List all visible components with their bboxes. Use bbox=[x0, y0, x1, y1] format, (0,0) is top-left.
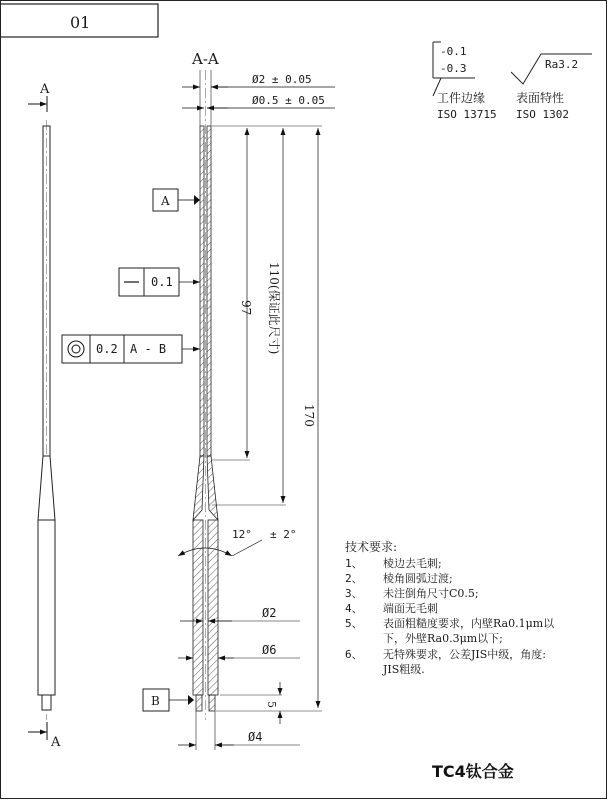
svg-text:A: A bbox=[161, 194, 170, 208]
dim-d4: Ø4 bbox=[248, 730, 263, 744]
datum-a bbox=[153, 189, 200, 211]
material-label: TC4钛合金 bbox=[432, 762, 514, 781]
section-arrow-top-label: A bbox=[40, 82, 50, 97]
svg-text:B: B bbox=[151, 694, 160, 708]
concentricity-value: 0.2 bbox=[96, 342, 118, 356]
surface-standard: ISO 1302 bbox=[516, 108, 569, 121]
dim-taper-tol: ± 2° bbox=[270, 528, 297, 541]
surface-label: 表面特性 bbox=[516, 91, 565, 105]
section-view-label: A-A bbox=[192, 50, 219, 68]
surface-value: Ra3.2 bbox=[545, 58, 579, 71]
note-5-cont: 下，外壁Ra0.3μm以下; bbox=[383, 632, 503, 645]
svg-text:3、: 3、 bbox=[345, 587, 363, 600]
concentricity-tolerance-frame bbox=[62, 335, 200, 363]
note-6-cont: JIS粗级. bbox=[383, 663, 425, 676]
note-1: 棱边去毛刺; bbox=[383, 557, 442, 570]
note-5: 表面粗糙度要求，内壁Ra0.1μm以 bbox=[383, 617, 555, 630]
dim-length-170: 170 bbox=[302, 404, 316, 427]
note-3: 未注倒角尺寸C0.5; bbox=[383, 587, 479, 600]
section-view bbox=[193, 70, 218, 720]
external-view bbox=[28, 82, 61, 750]
svg-text:1、: 1、 bbox=[345, 557, 363, 570]
straightness-value: 0.1 bbox=[151, 275, 173, 289]
edge-standard: ISO 13715 bbox=[437, 108, 497, 121]
note-2: 棱角圆弧过渡; bbox=[383, 572, 453, 585]
drawing-number: 01 bbox=[70, 13, 91, 32]
dim-d-outer-top: Ø0.5 ± 0.05 bbox=[252, 94, 325, 107]
section-arrow-bottom-label: A bbox=[51, 735, 61, 750]
drawing-number-box bbox=[0, 4, 158, 37]
top-diameter-dimensions bbox=[182, 70, 335, 126]
edge-lower: -0.3 bbox=[440, 62, 467, 75]
dim-length-110: 110(保证此尺寸) bbox=[267, 262, 281, 355]
dim-length-97: 97 bbox=[239, 300, 253, 316]
svg-text:2、: 2、 bbox=[345, 572, 363, 585]
note-4: 端面无毛刺 bbox=[383, 602, 438, 615]
svg-text:5、: 5、 bbox=[345, 617, 363, 630]
notes-title: 技术要求: bbox=[345, 540, 398, 554]
iso-surface-symbol bbox=[511, 54, 592, 121]
edge-upper: -0.1 bbox=[440, 45, 467, 58]
dim-d6: Ø6 bbox=[262, 643, 277, 657]
dim-d-inner-top: Ø2 ± 0.05 bbox=[252, 73, 312, 86]
svg-text:6、: 6、 bbox=[345, 648, 363, 661]
dim-d2: Ø2 bbox=[262, 606, 277, 620]
length-dimensions bbox=[212, 126, 322, 724]
edge-label: 工件边缘 bbox=[437, 91, 486, 105]
straightness-tolerance-frame bbox=[119, 268, 200, 296]
iso-edge-symbol bbox=[433, 42, 497, 121]
datum-b bbox=[143, 689, 194, 711]
concentricity-ref: A - B bbox=[130, 342, 167, 356]
technical-requirements bbox=[345, 539, 555, 676]
dim-end-5: 5 bbox=[265, 701, 278, 708]
note-6: 无特殊要求，公差JIS中级，角度: bbox=[383, 648, 546, 661]
dim-taper-angle: 12° bbox=[232, 528, 252, 541]
svg-text:4、: 4、 bbox=[345, 602, 363, 615]
